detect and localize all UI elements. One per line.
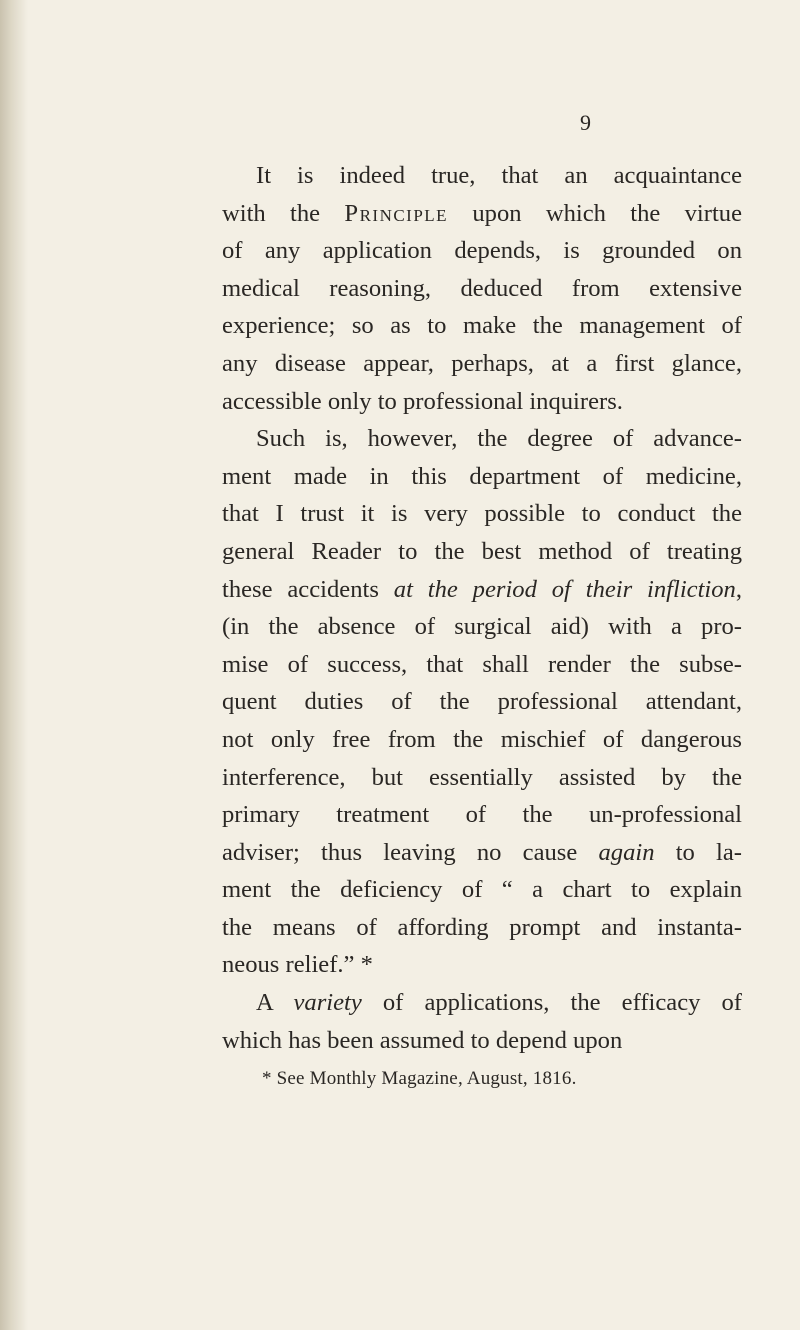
line-segment: A — [256, 989, 294, 1017]
line-segment: accessible only to professional inquirers. — [222, 387, 623, 415]
line-segment: primary treatment of the un-professional — [222, 801, 742, 829]
text-line — [222, 909, 742, 947]
line-segment: , — [735, 575, 743, 603]
line-segment: adviser; thus leaving no cause — [222, 838, 599, 866]
text-line — [222, 683, 742, 721]
line-segment: to la- — [654, 838, 742, 866]
text-line — [222, 946, 742, 984]
line-segment: these accidents — [222, 575, 394, 603]
line-segment: It is indeed true, that an acquaintance — [256, 162, 742, 189]
text-line — [222, 834, 742, 872]
line-segment: not only free from the mischief of dangerous — [222, 725, 742, 753]
text-line — [222, 646, 742, 684]
text-line — [222, 157, 742, 195]
text-line — [222, 984, 742, 1022]
line-segment: any disease appear, perhaps, at a first glance, — [222, 349, 742, 377]
text-line — [222, 495, 742, 533]
line-segment: variety — [293, 989, 362, 1017]
line-segment: the means of affording prompt and instanta- — [222, 913, 742, 941]
footnote: * See Monthly Magazine, August, 1816. — [262, 1068, 577, 1089]
line-segment: general Reader to the best method of treating — [222, 537, 742, 565]
line-segment: ment made in this department of medicine, — [222, 462, 742, 490]
text-line — [222, 270, 742, 308]
text-line — [222, 871, 742, 909]
page-number: 9 — [580, 110, 592, 135]
text-line — [222, 533, 742, 571]
line-segment: upon which the virtue — [448, 199, 742, 227]
text-line — [222, 195, 742, 233]
text-line — [222, 232, 742, 270]
text-line — [222, 1022, 742, 1060]
text-line — [222, 458, 742, 496]
line-segment: with the — [222, 199, 345, 227]
line-segment: neous relief.” * — [222, 951, 373, 979]
text-line — [222, 759, 742, 797]
line-segment: mise of success, that shall render the subse- — [222, 650, 742, 678]
line-segment: that I trust it is very possible to conduct the — [222, 500, 742, 528]
body-text — [222, 157, 742, 1059]
line-segment: experience; so as to make the management of — [222, 312, 742, 340]
line-segment: medical reasoning, deduced from extensive — [222, 274, 742, 302]
line-segment: ment the deficiency of “ a chart to explain — [222, 876, 742, 904]
line-segment: Such is, however, the degree of advance- — [256, 425, 742, 453]
line-segment: which has been assumed to depend upon — [222, 1026, 623, 1054]
line-segment: quent duties of the professional attendant, — [222, 688, 742, 716]
text-line — [222, 307, 742, 345]
line-segment: of applications, the efficacy of — [361, 989, 742, 1017]
sc-text: Principle — [344, 199, 449, 227]
line-segment: again — [598, 838, 655, 866]
line-segment: (in the absence of surgical aid) with a pro- — [222, 613, 742, 641]
line-segment: at the period of their infliction — [393, 575, 736, 603]
text-line — [222, 721, 742, 759]
line-segment: of any application depends, is grounded on — [222, 237, 742, 265]
page-edge-shadow — [0, 0, 28, 1330]
line-segment: interference, but essentially assisted by the — [222, 763, 742, 791]
text-line — [222, 796, 742, 834]
text-line — [222, 608, 742, 646]
text-line — [222, 345, 742, 383]
text-line — [222, 383, 742, 421]
text-line — [222, 420, 742, 458]
text-line — [222, 571, 742, 609]
